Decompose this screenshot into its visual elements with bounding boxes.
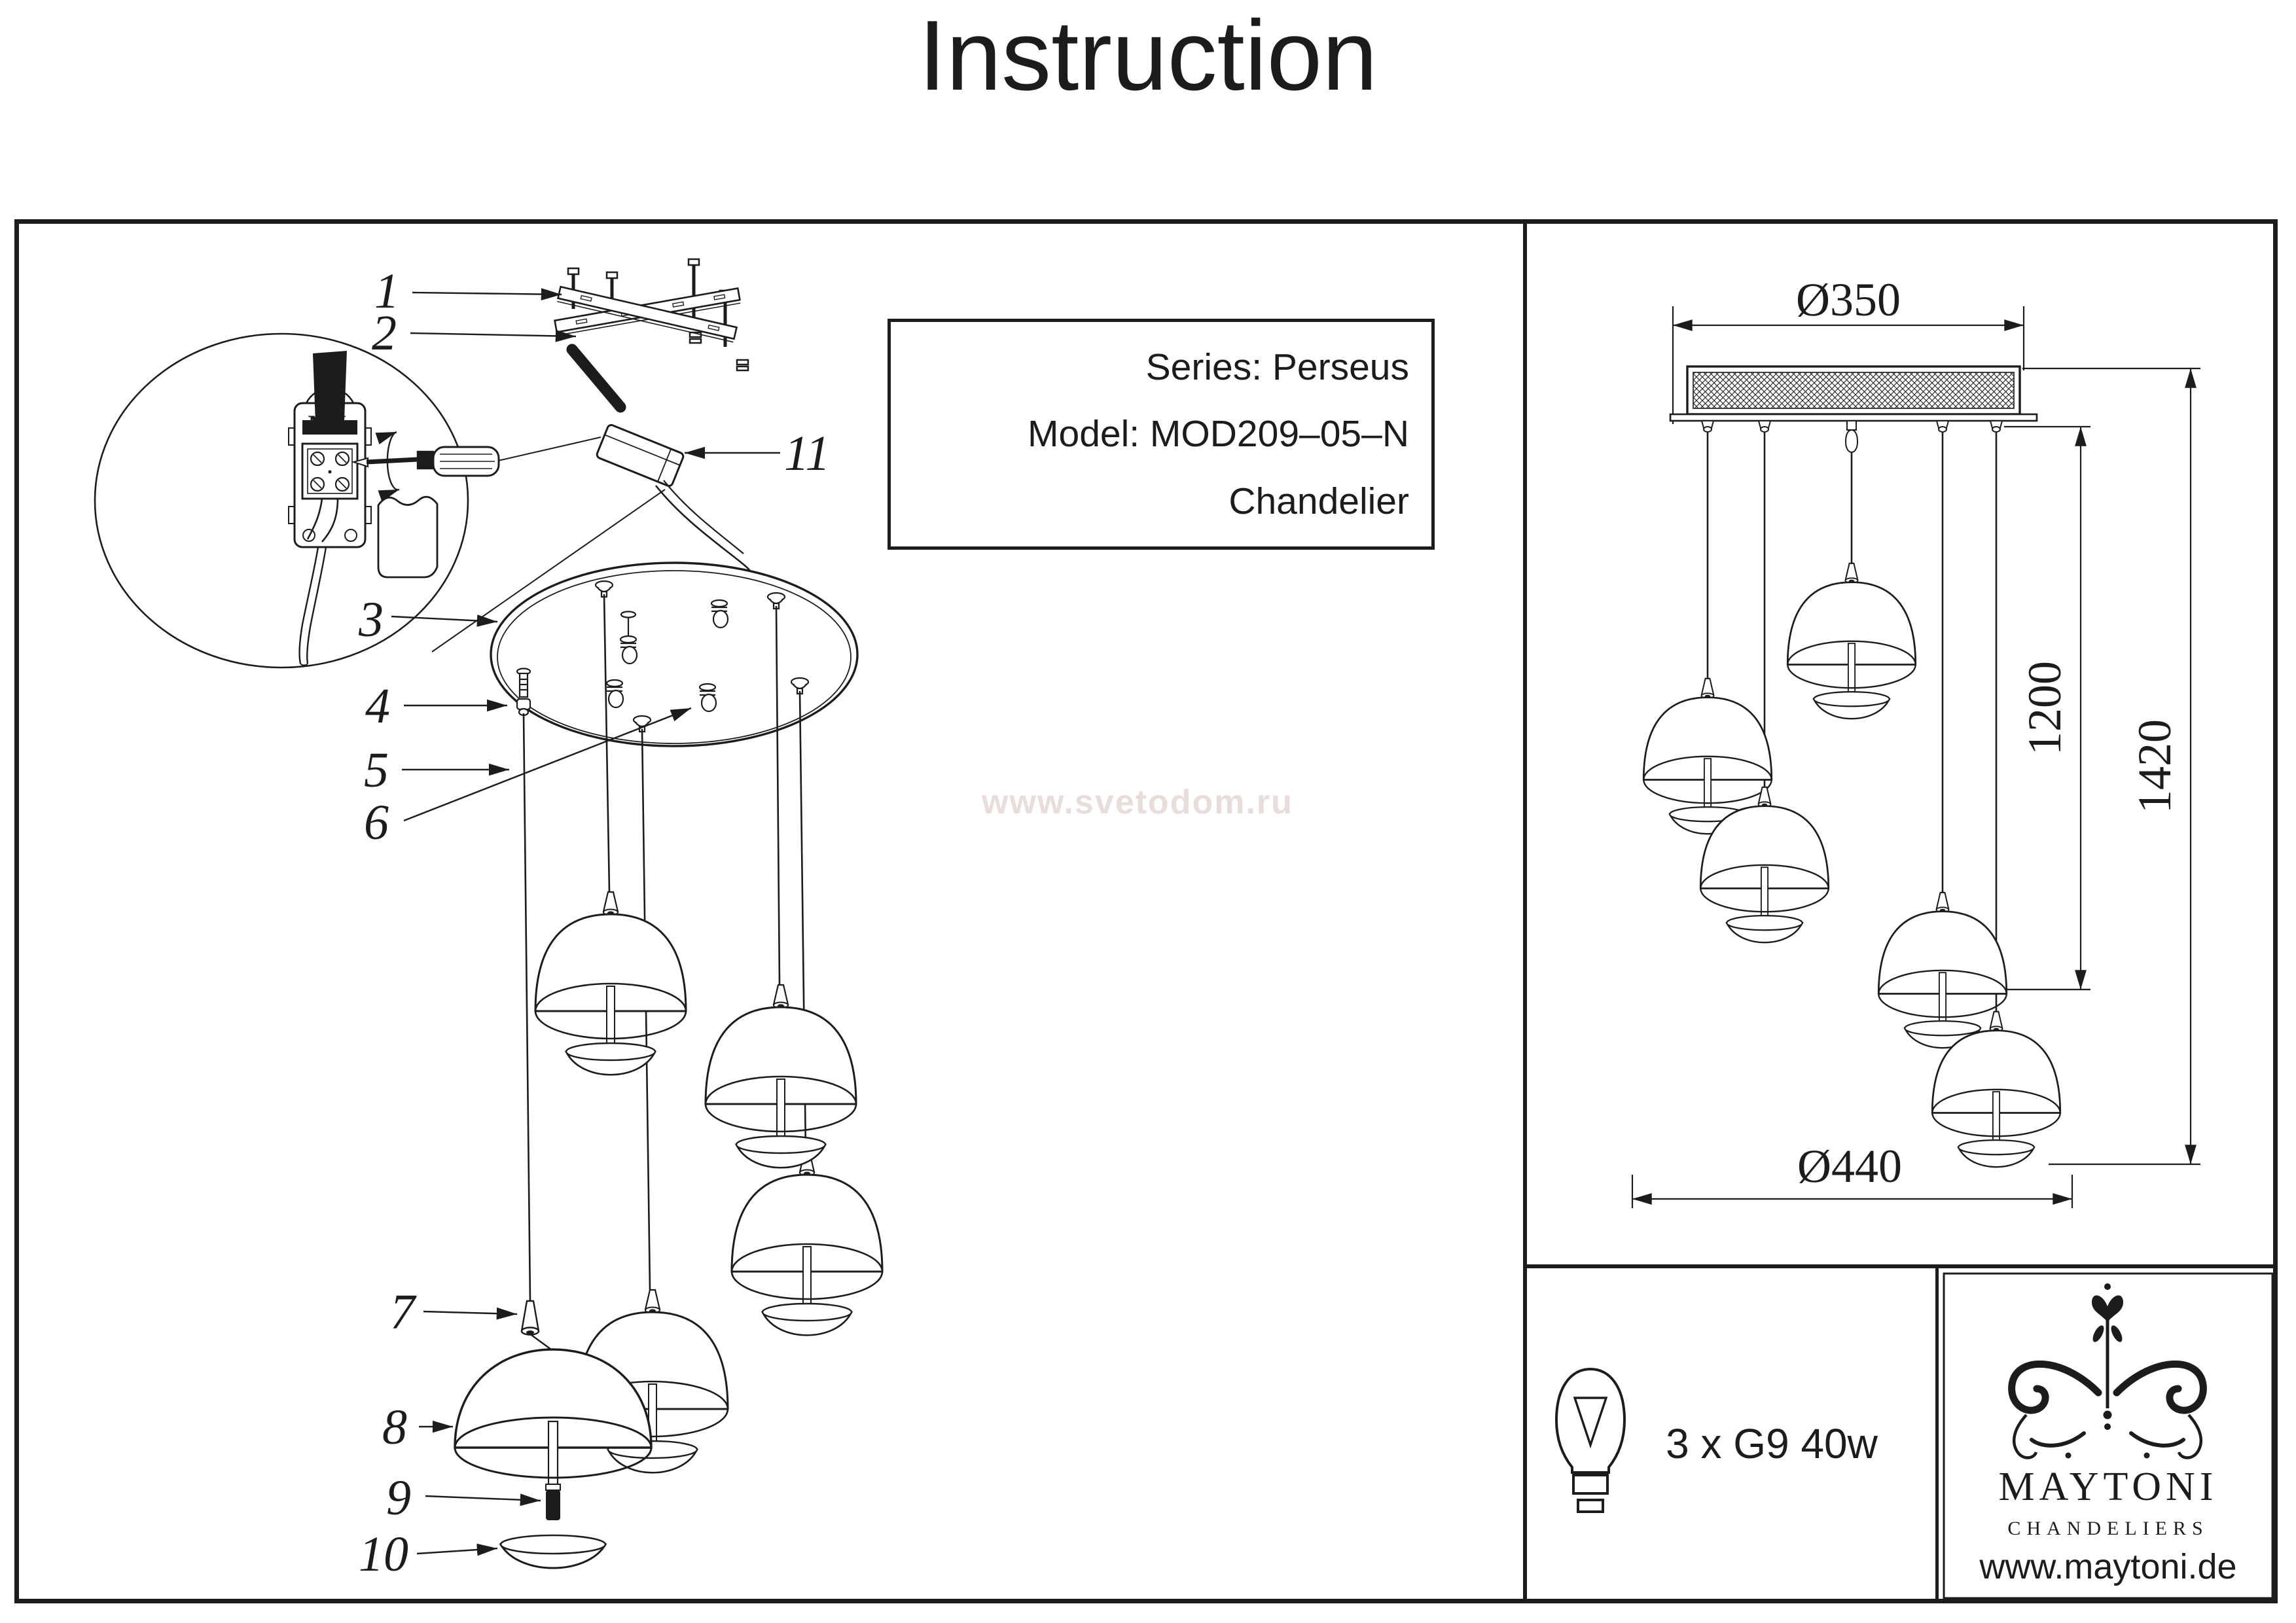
center-socket xyxy=(1846,421,1857,452)
watermark: www.svetodom.ru xyxy=(982,783,1293,821)
part-label-9: 9 xyxy=(386,1471,411,1525)
pendant-lamp xyxy=(1878,893,2007,1048)
dim-text-canopy-diameter: Ø350 xyxy=(1796,274,1901,326)
brand-cell xyxy=(1939,1268,2278,1603)
model-series: Series: Perseus xyxy=(1145,346,1409,388)
suspension-stud xyxy=(517,669,530,716)
pendant-lamp xyxy=(1787,563,1916,719)
part-label-11: 11 xyxy=(784,426,831,481)
screwdriver-icon xyxy=(353,432,499,490)
page-title: Instruction xyxy=(918,0,1378,111)
part-label-2: 2 xyxy=(372,306,397,361)
brand-tagline: CHANDELIERS xyxy=(2007,1518,2209,1539)
part-label-6: 6 xyxy=(364,795,389,850)
lamp-spec-cell xyxy=(1525,1268,1935,1603)
chandelier-logo-icon xyxy=(2012,1283,2204,1459)
dim-text-total-height: 1420 xyxy=(2128,719,2181,813)
pendant-lamp xyxy=(535,892,686,1075)
cross-bracket xyxy=(555,287,741,342)
brand-name: MAYTONI xyxy=(1998,1465,2218,1509)
terminal-label-l: L xyxy=(336,410,354,439)
bulb-spec-text: 3 x G9 40w xyxy=(1666,1420,1878,1467)
pendant-lamp xyxy=(732,1152,882,1335)
part-label-1: 1 xyxy=(374,264,399,319)
model-type: Chandelier xyxy=(1229,480,1409,522)
model-number: Model: MOD209–05–N xyxy=(1028,413,1409,455)
part-label-8: 8 xyxy=(382,1400,407,1455)
model-info-box xyxy=(888,319,1435,550)
dim-text-spread-diameter: Ø440 xyxy=(1797,1140,1902,1192)
part-label-4: 4 xyxy=(365,679,390,734)
dimension-drawing xyxy=(1525,219,2278,1266)
part-label-7: 7 xyxy=(390,1285,415,1340)
bulb-icon xyxy=(1556,1369,1624,1512)
part-label-3: 3 xyxy=(359,592,384,647)
wire-connector xyxy=(572,349,751,573)
ceiling-canopy xyxy=(491,563,857,746)
part-label-5: 5 xyxy=(364,743,389,798)
dim-text-cord-length: 1200 xyxy=(2018,661,2071,755)
brand-website: www.maytoni.de xyxy=(1979,1547,2237,1586)
ceiling-plate xyxy=(1670,366,2037,452)
pendant-lamp xyxy=(706,985,856,1168)
part-label-10: 10 xyxy=(359,1527,408,1582)
terminal-label-n: N xyxy=(308,410,327,439)
